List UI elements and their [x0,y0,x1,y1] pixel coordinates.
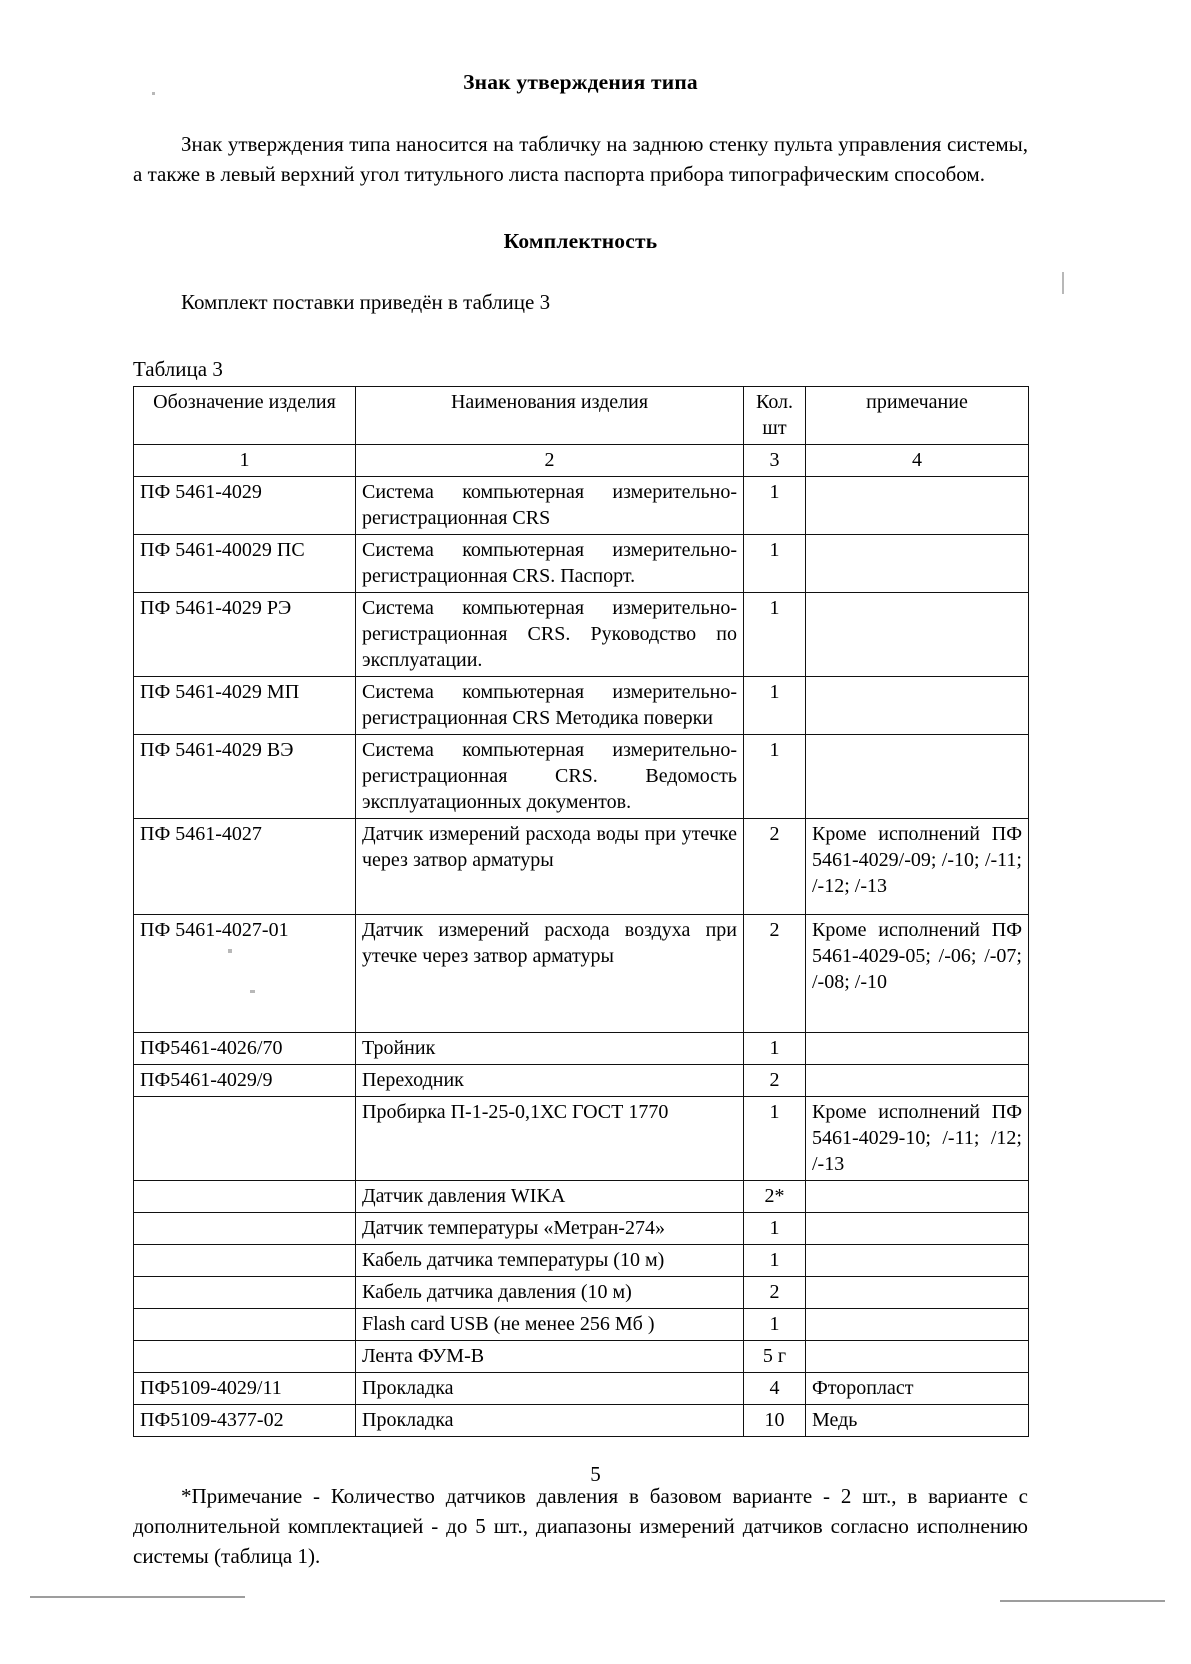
row-name: Система компьютерная измерительно-регистрационная CRS [356,477,744,535]
table-header-name: Наименования изделия [356,387,744,445]
heading-type-approval-mark: Знак утверждения типа [463,70,698,94]
row-name: Датчик измерений расхода воды при утечке через затвор арматуры [356,819,744,915]
row-code [134,1245,356,1277]
row-name: Прокладка [356,1405,744,1437]
table-row [134,677,1029,735]
row-name: Система компьютерная измерительно-регистрационная CRS Методика поверки [356,677,744,735]
row-qty: 1 [744,535,806,593]
row-note [806,735,1029,819]
table-row [134,1033,1029,1065]
row-note [806,1277,1029,1309]
row-qty: 1 [744,477,806,535]
row-qty: 1 [744,677,806,735]
row-name: Кабель датчика температуры (10 м) [356,1245,744,1277]
table-caption: Таблица 3 [133,357,223,381]
row-note [806,535,1029,593]
column-number-3: 3 [744,445,806,477]
scan-artifact-rule [1000,1600,1165,1602]
row-note [806,1033,1029,1065]
row-name: Система компьютерная измерительно-регистрационная CRS. Паспорт. [356,535,744,593]
row-code: ПФ 5461-4027 [134,819,356,915]
delivery-kit-table [133,386,1029,1437]
row-note [806,1213,1029,1245]
column-number-4: 4 [806,445,1029,477]
table-row [134,1309,1029,1341]
document-content [133,70,1028,1571]
row-code: ПФ 5461-4029 ВЭ [134,735,356,819]
delivery-kit-lead-line: Комплект поставки приведён в таблице 3 [181,290,551,314]
row-code: ПФ5461-4026/70 [134,1033,356,1065]
table-row [134,1373,1029,1405]
table-row [134,1341,1029,1373]
row-name: Датчик давления WIKA [356,1181,744,1213]
row-note: Фторопласт [806,1373,1029,1405]
row-code: ПФ5109-4377-02 [134,1405,356,1437]
table-row [134,1245,1029,1277]
table-row [134,1181,1029,1213]
row-name: Прокладка [356,1373,744,1405]
row-name: Система компьютерная измерительно-регистрационная CRS. Руководство по эксплуатации. [356,593,744,677]
row-code [134,1181,356,1213]
row-note [806,477,1029,535]
row-qty: 4 [744,1373,806,1405]
table-row [134,735,1029,819]
row-name: Кабель датчика давления (10 м) [356,1277,744,1309]
row-code [134,1309,356,1341]
row-note [806,1065,1029,1097]
table-row [134,535,1029,593]
row-qty: 1 [744,735,806,819]
row-code [134,1097,356,1181]
table-row [134,477,1029,535]
row-name: Датчик температуры «Метран-274» [356,1213,744,1245]
table-header-quantity-line1: Кол. [755,391,794,413]
table-header-note: примечание [806,387,1029,445]
row-name: Переходник [356,1065,744,1097]
row-note [806,1245,1029,1277]
table-row [134,1405,1029,1437]
row-note [806,1309,1029,1341]
row-code: ПФ 5461-4029 МП [134,677,356,735]
row-qty: 2* [744,1181,806,1213]
table-header-row [134,387,1029,445]
row-code: ПФ 5461-4029 РЭ [134,593,356,677]
table-row [134,1213,1029,1245]
row-code: ПФ 5461-40029 ПС [134,535,356,593]
row-qty: 2 [744,1065,806,1097]
table-row [134,819,1029,915]
row-qty: 2 [744,1277,806,1309]
paragraph-type-approval-mark: Знак утверждения типа наносится на табличку на заднюю стенку пульта управления системы, а также в левый верхний угол титульного листа паспорта прибора типографическим способом. [133,132,1028,186]
row-name: Датчик измерений расхода воздуха при утечке через затвор арматуры [356,915,744,1033]
row-qty: 1 [744,1213,806,1245]
table-row [134,915,1029,1033]
row-qty: 10 [744,1405,806,1437]
column-number-2: 2 [356,445,744,477]
row-name: Flash card USB (не менее 256 Мб ) [356,1309,744,1341]
row-qty: 2 [744,915,806,1033]
row-note [806,677,1029,735]
row-note: Медь [806,1405,1029,1437]
row-qty: 5 г [744,1341,806,1373]
page-number: 5 [590,1462,601,1486]
table-row [134,593,1029,677]
scan-artifact-mark [1062,272,1064,294]
row-note: Кроме исполнений ПФ 5461-4029/-09; /-10; /-11; /-12; /-13 [806,819,1029,915]
row-code [134,1277,356,1309]
row-qty: 1 [744,1097,806,1181]
row-code: ПФ 5461-4027-01 [134,915,356,1033]
row-note [806,1181,1029,1213]
footnote-pressure-sensors: *Примечание - Количество датчиков давления в базовом варианте - 2 шт., в варианте с дополнительной комплектацией - до 5 шт., диапазоны измерений датчиков согласно исполнению системы (таблица 1). [133,1484,1028,1568]
table-header-designation: Обозначение изделия [134,387,356,445]
row-code: ПФ5461-4029/9 [134,1065,356,1097]
row-qty: 1 [744,1033,806,1065]
delivery-kit-table-body [134,477,1029,1437]
row-name: Система компьютерная измерительно-регистрационная CRS. Ведомость эксплуатационных документов. [356,735,744,819]
row-note [806,1341,1029,1373]
scan-artifact-rule [30,1596,245,1598]
table-row [134,1065,1029,1097]
table-header-quantity-line2: шт [762,417,787,439]
row-note: Кроме исполнений ПФ 5461-4029-05; /-06; /-07; /-08; /-10 [806,915,1029,1033]
row-code: ПФ5109-4029/11 [134,1373,356,1405]
row-qty: 1 [744,593,806,677]
column-number-1: 1 [134,445,356,477]
table-header-quantity [744,387,806,445]
row-code [134,1213,356,1245]
row-name: Лента ФУМ-В [356,1341,744,1373]
heading-completeness: Комплектность [503,229,658,253]
table-column-number-row [134,445,1029,477]
row-qty: 1 [744,1245,806,1277]
row-name: Тройник [356,1033,744,1065]
row-code [134,1341,356,1373]
row-name: Пробирка П-1-25-0,1ХС ГОСТ 1770 [356,1097,744,1181]
row-note: Кроме исполнений ПФ 5461-4029-10; /-11; /12; /-13 [806,1097,1029,1181]
row-note [806,593,1029,677]
table-row [134,1277,1029,1309]
row-qty: 1 [744,1309,806,1341]
row-code: ПФ 5461-4029 [134,477,356,535]
row-qty: 2 [744,819,806,915]
table-row [134,1097,1029,1181]
